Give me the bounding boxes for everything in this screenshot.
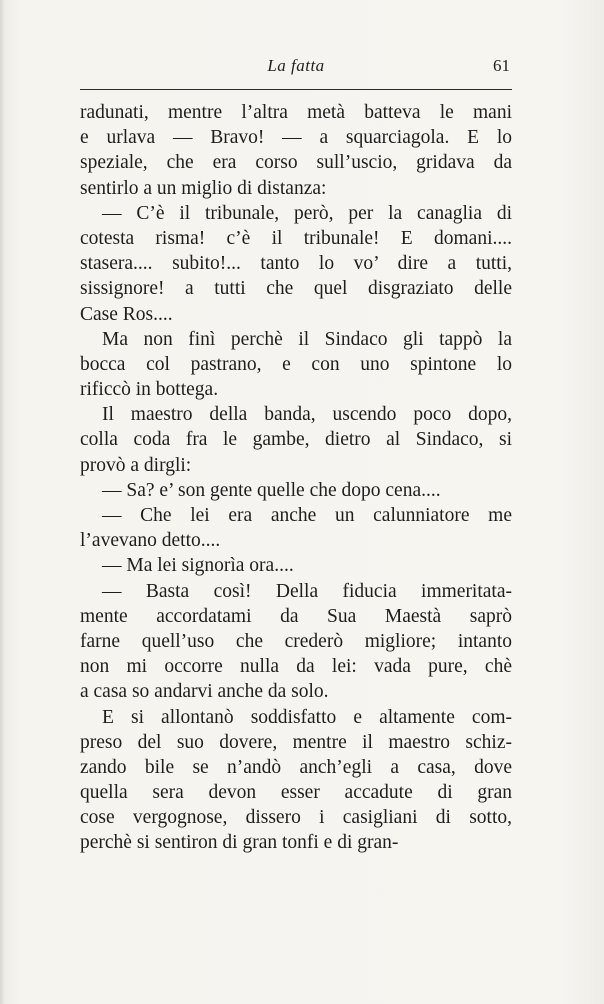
paragraph (80, 503, 512, 553)
page-number: 61 (493, 56, 510, 75)
text-line: — C’è il tribunale, però, per la canaglia di (102, 202, 512, 224)
text-line: e urlava — Bravo! — a squarciagola. E lo (80, 127, 512, 149)
paragraph (80, 579, 512, 705)
paragraph (80, 705, 512, 856)
header-rule (80, 89, 512, 90)
text-line: preso del suo dovere, mentre il maestro schiz- (80, 731, 512, 753)
text-line: provò a dirgli: (80, 454, 192, 476)
text-line: E si allontanò soddisfatto e altamente com- (102, 706, 512, 728)
text-line: perchè si sentiron di gran tonfi e di gran- (80, 832, 399, 854)
paragraph (80, 478, 512, 503)
text-line: bocca col pastrano, e con uno spintone lo (80, 353, 512, 375)
text-line: Il maestro della banda, uscendo poco dopo, (102, 404, 512, 426)
text-line: l’avevano detto.... (80, 530, 221, 552)
paragraph (80, 402, 512, 478)
text-line: zando bile se n’andò anch’egli a casa, dove (80, 756, 512, 778)
paragraph (80, 201, 512, 327)
text-line: mente accordatami da Sua Maestà saprò (80, 605, 512, 627)
text-line: Case Ros.... (80, 303, 173, 325)
text-line: — Ma lei signorìa ora.... (102, 555, 294, 577)
text-line: quella sera devon esser accadute di gran (80, 782, 512, 804)
text-line: colla coda fra le gambe, dietro al Sindaco, si (80, 429, 512, 451)
text-line: speziale, che era corso sull’uscio, gridava da (80, 152, 512, 174)
text-line: farne quell’uso che crederò migliore; intanto (80, 630, 512, 652)
text-line: Ma non finì perchè il Sindaco gli tappò la (102, 328, 512, 350)
page-edge-shadow (0, 0, 5, 1004)
paragraph (80, 100, 512, 201)
text-line: — Basta così! Della fiducia immeritata- (102, 580, 512, 602)
text-line: rificcò in bottega. (80, 379, 219, 401)
body-text (80, 100, 512, 856)
text-line: stasera.... subito!... tanto lo vo’ dire a tutti, (80, 253, 512, 275)
text-line: cotesta risma! c’è il tribunale! E domani.... (80, 227, 512, 249)
running-head (80, 56, 512, 84)
paragraph (80, 327, 512, 403)
text-line: radunati, mentre l’altra metà batteva le mani (80, 102, 512, 123)
text-line: sentirlo a un miglio di distanza: (80, 177, 327, 199)
text-line: non mi occorre nulla da lei: vada pure, chè (80, 656, 512, 678)
text-line: — Sa? e’ son gente quelle che dopo cena.... (102, 479, 441, 501)
text-line: — Che lei era anche un calunniatore me (102, 505, 512, 526)
text-line: cose vergognose, dissero i casigliani di sotto, (80, 807, 512, 829)
text-line: a casa so andarvi anche da solo. (80, 681, 329, 703)
text-line: sissignore! a tutti che quel disgraziato delle (80, 278, 512, 300)
paragraph (80, 553, 512, 578)
running-title: La fatta (267, 56, 325, 75)
